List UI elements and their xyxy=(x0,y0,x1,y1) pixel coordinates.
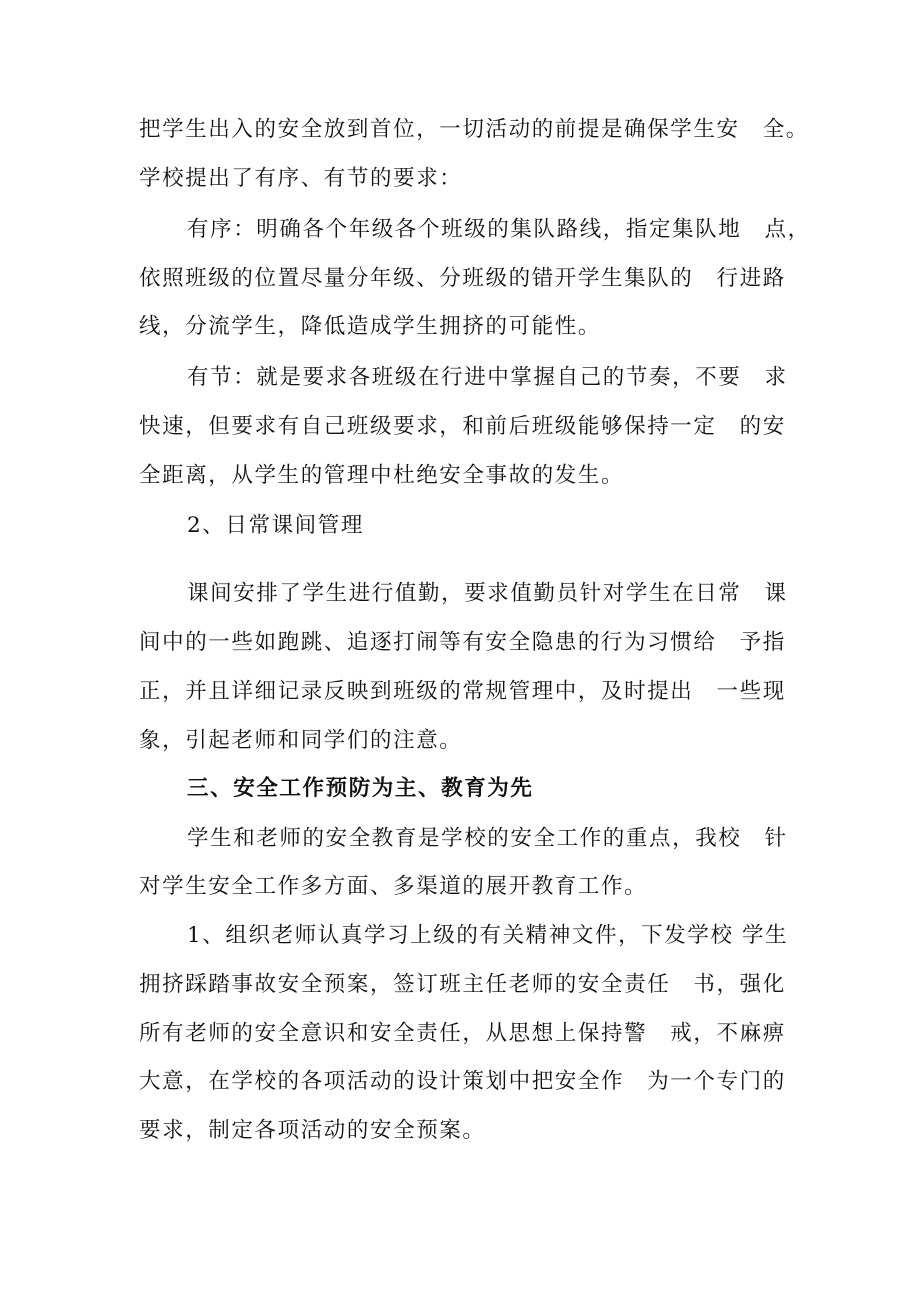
paragraph-line: 象，引起老师和同学们的注意。 xyxy=(139,728,463,753)
paragraph-line: 要求，制定各项活动的安全预案。 xyxy=(139,1118,486,1143)
paragraph-line: 线，分流学生，降低造成学生拥挤的可能性。 xyxy=(139,314,602,339)
paragraph-line: 课间安排了学生进行值勤，要求值勤员针对学生在日常 课 xyxy=(187,581,788,606)
paragraph-line: 全距离，从学生的管理中杜绝安全事故的发生。 xyxy=(139,463,625,488)
paragraph-line: 依照班级的位置尽量分年级、分班级的错开学生集队的 行进路 xyxy=(139,266,786,291)
paragraph-line: 大意，在学校的各项活动的设计策划中把安全作 为一个专门的 xyxy=(139,1069,786,1094)
paragraph-line: 对学生安全工作多方面、多渠道的展开教育工作。 xyxy=(139,874,648,899)
paragraph-line: 快速，但要求有自己班级要求，和前后班级能够保持一定 的安 xyxy=(139,414,786,439)
paragraph-line: 有序：明确各个年级各个班级的集队路线，指定集队地 点， xyxy=(187,217,811,242)
paragraph-line: 把学生出入的安全放到首位，一切活动的前提是确保学生安 全。 xyxy=(139,117,809,142)
section-heading: 2、日常课间管理 xyxy=(187,513,364,538)
paragraph-line: 正，并且详细记录反映到班级的常规管理中，及时提出 一些现 xyxy=(139,679,786,704)
chapter-heading: 三、安全工作预防为主、教育为先 xyxy=(187,776,534,801)
paragraph-line: 学校提出了有序、有节的要求： xyxy=(139,166,463,191)
paragraph-line: 1、组织老师认真学习上级的有关精神文件，下发学校 学生 xyxy=(187,923,789,948)
paragraph-line: 拥挤踩踏事故安全预案，签订班主任老师的安全责任 书，强化 xyxy=(139,972,786,997)
paragraph-line: 所有老师的安全意识和安全责任，从思想上保持警 戒，不麻痹 xyxy=(139,1021,786,1046)
paragraph-line: 学生和老师的安全教育是学校的安全工作的重点，我校 针 xyxy=(187,826,788,851)
paragraph-line: 间中的一些如跑跳、追逐打闹等有安全隐患的行为习惯给 予指 xyxy=(139,630,786,655)
paragraph-line: 有节：就是要求各班级在行进中掌握自己的节奏，不要 求 xyxy=(187,365,788,390)
